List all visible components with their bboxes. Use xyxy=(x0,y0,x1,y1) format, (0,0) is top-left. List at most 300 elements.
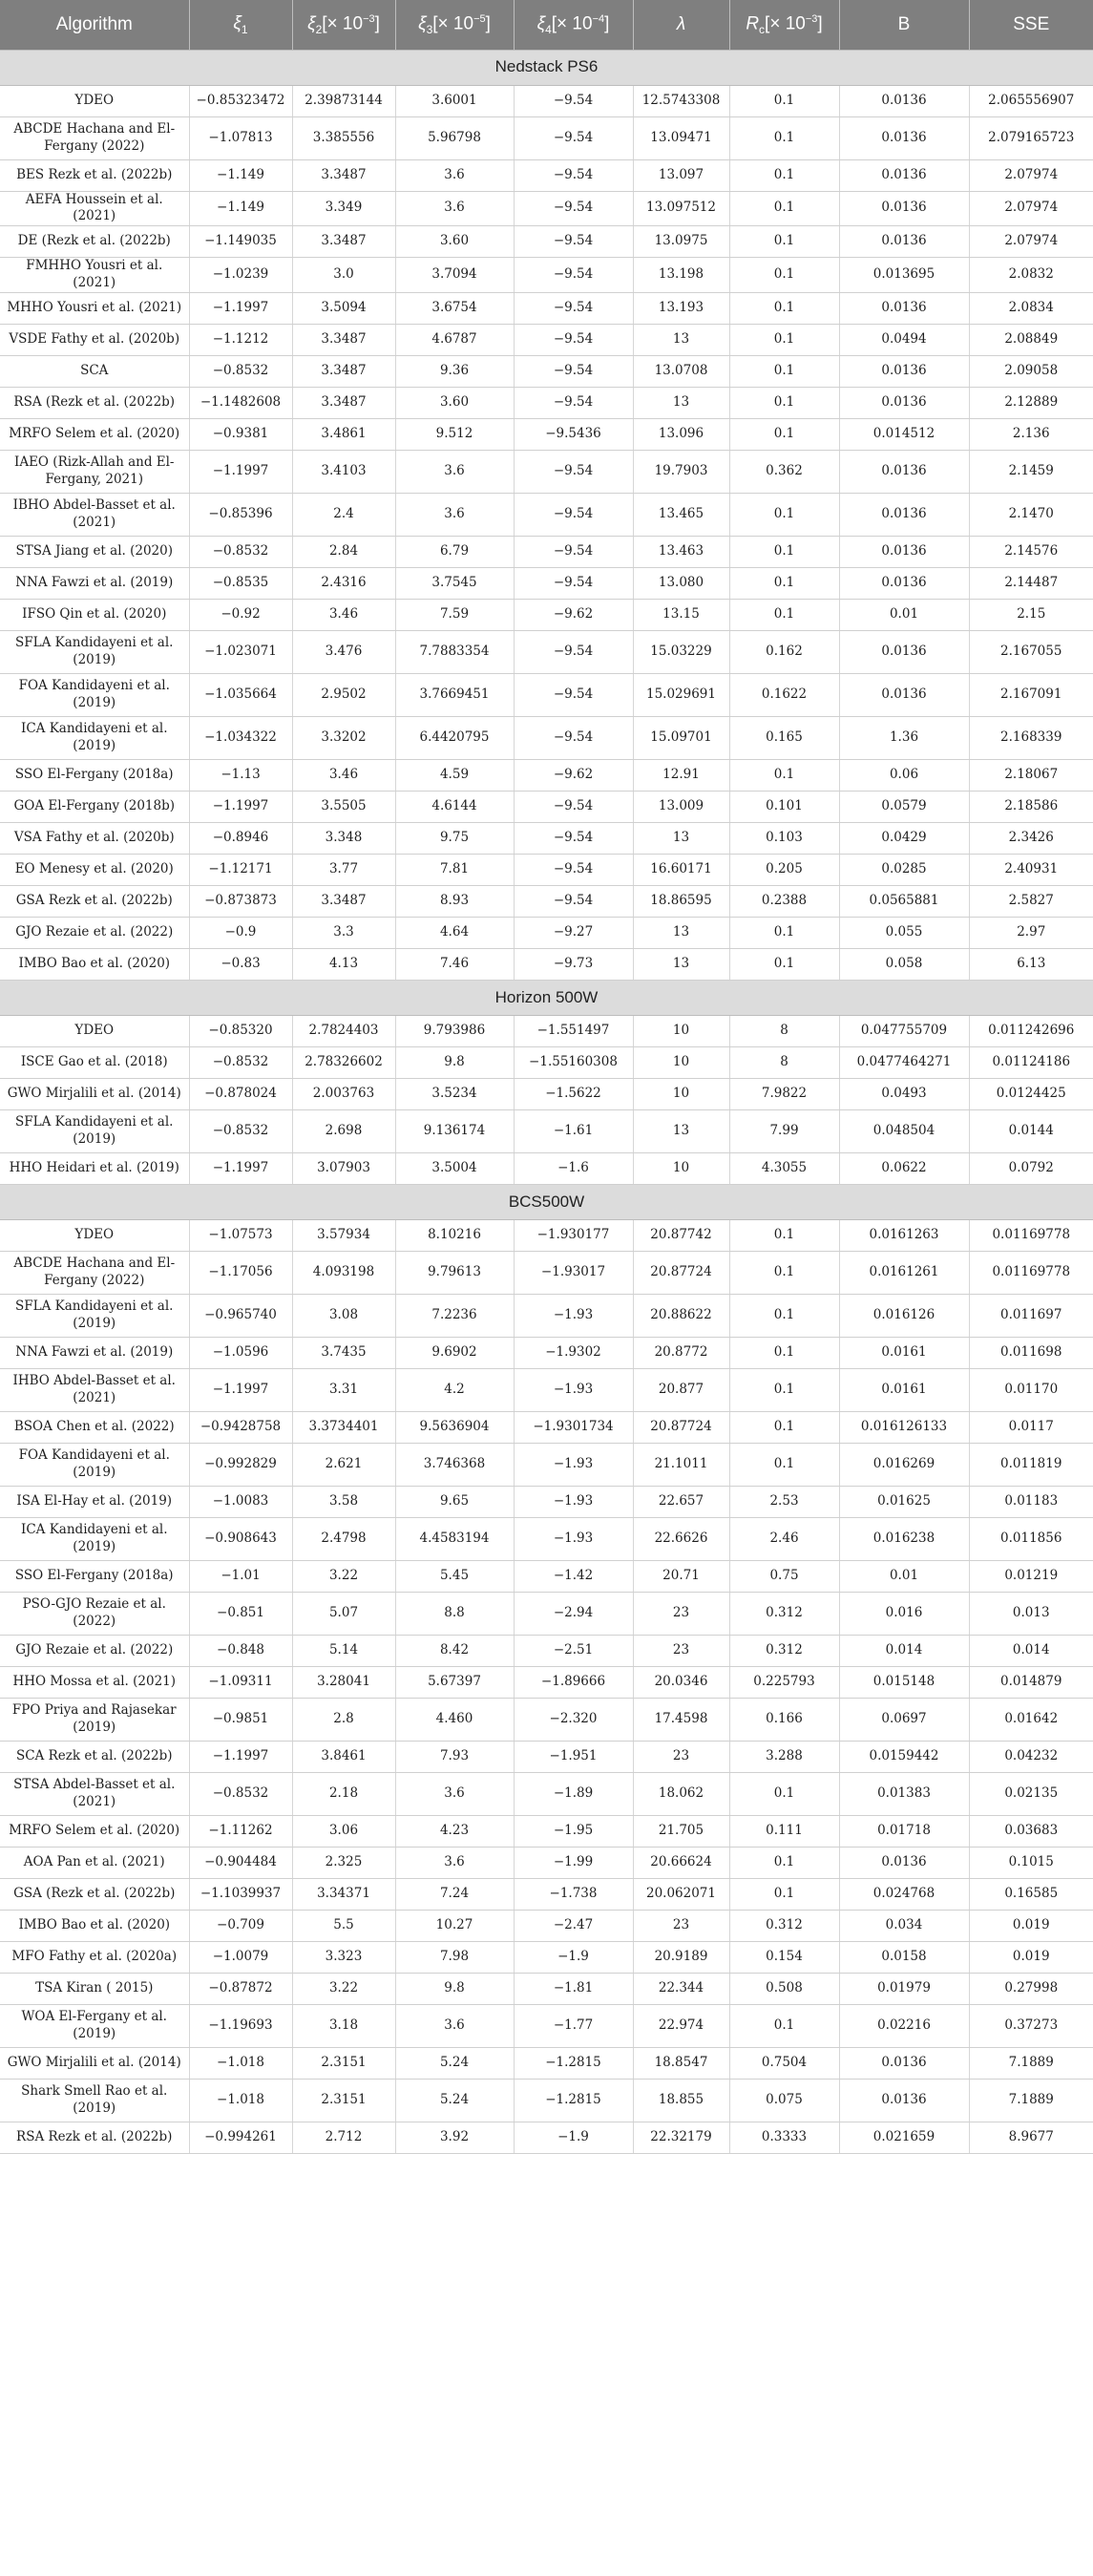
algorithm-cell: SFLA Kandidayeni et al. (2019) xyxy=(0,1109,189,1152)
value-cell: 0.1 xyxy=(729,1847,839,1878)
value-cell: 0.0136 xyxy=(839,85,969,116)
value-cell: 0.014 xyxy=(839,1635,969,1666)
value-cell: 0.01642 xyxy=(969,1698,1093,1741)
value-cell: 0.016126133 xyxy=(839,1411,969,1443)
algorithm-cell: FOA Kandidayeni et al. (2019) xyxy=(0,1443,189,1486)
value-cell: 2.39873144 xyxy=(292,85,395,116)
table-row xyxy=(0,116,1093,159)
value-cell: −9.54 xyxy=(514,387,633,418)
value-cell: 0.01124186 xyxy=(969,1046,1093,1078)
value-cell: 2.136 xyxy=(969,418,1093,450)
value-cell: 0.01 xyxy=(839,1560,969,1592)
value-cell: −1.1997 xyxy=(189,1368,292,1411)
value-cell: 2.712 xyxy=(292,2122,395,2153)
value-cell: 3.5505 xyxy=(292,791,395,822)
header-sse: SSE xyxy=(1013,13,1050,34)
value-cell: 22.6626 xyxy=(633,1517,729,1560)
value-cell: 3.31 xyxy=(292,1368,395,1411)
value-cell: 0.0136 xyxy=(839,567,969,599)
algorithm-cell: STSA Jiang et al. (2020) xyxy=(0,536,189,567)
value-cell: −1.95 xyxy=(514,1815,633,1847)
value-cell: 0.0161263 xyxy=(839,1219,969,1251)
value-cell: −1.07813 xyxy=(189,116,292,159)
value-cell: 0.37273 xyxy=(969,2004,1093,2047)
table-row xyxy=(0,599,1093,630)
value-cell: 2.698 xyxy=(292,1109,395,1152)
value-cell: 2.4316 xyxy=(292,567,395,599)
value-cell: 0.0136 xyxy=(839,493,969,536)
value-cell: 3.5234 xyxy=(395,1078,514,1109)
value-cell: 0.101 xyxy=(729,791,839,822)
value-cell: 18.062 xyxy=(633,1772,729,1815)
table-row xyxy=(0,2079,1093,2122)
value-cell: −0.8946 xyxy=(189,822,292,854)
value-cell: 0.0136 xyxy=(839,116,969,159)
value-cell: 0.01979 xyxy=(839,1973,969,2004)
value-cell: −1.93 xyxy=(514,1294,633,1337)
table-row xyxy=(0,1592,1093,1635)
algorithm-cell: ICA Kandidayeni et al. (2019) xyxy=(0,716,189,759)
header-xi1: $\xi_1$ xyxy=(189,0,292,50)
value-cell: 5.45 xyxy=(395,1560,514,1592)
value-cell: 0.01169778 xyxy=(969,1219,1093,1251)
value-cell: 0.021659 xyxy=(839,2122,969,2153)
value-cell: 3.288 xyxy=(729,1741,839,1772)
value-cell: −9.62 xyxy=(514,599,633,630)
table-row xyxy=(0,567,1093,599)
value-cell: −0.9428758 xyxy=(189,1411,292,1443)
value-cell: 3.746368 xyxy=(395,1443,514,1486)
value-cell: 18.855 xyxy=(633,2079,729,2122)
table-row xyxy=(0,1666,1093,1698)
value-cell: 17.4598 xyxy=(633,1698,729,1741)
value-cell: 0.1 xyxy=(729,1219,839,1251)
value-cell: 0.0136 xyxy=(839,2047,969,2079)
value-cell: −1.0596 xyxy=(189,1337,292,1368)
value-cell: 13 xyxy=(633,822,729,854)
value-cell: −2.320 xyxy=(514,1698,633,1741)
algorithm-cell: SSO El-Fergany (2018a) xyxy=(0,1560,189,1592)
header-xi4: $\xi_4[\times 10^{-4}]$ xyxy=(514,0,633,50)
table-row xyxy=(0,885,1093,917)
value-cell: 3.6 xyxy=(395,1847,514,1878)
value-cell: 13.15 xyxy=(633,599,729,630)
algorithm-cell: MRFO Selem et al. (2020) xyxy=(0,418,189,450)
value-cell: −9.54 xyxy=(514,159,633,191)
algorithm-cell: NNA Fawzi et al. (2019) xyxy=(0,567,189,599)
value-cell: 23 xyxy=(633,1592,729,1635)
value-cell: 3.3 xyxy=(292,917,395,948)
value-cell: 2.15 xyxy=(969,599,1093,630)
value-cell: 0.075 xyxy=(729,2079,839,2122)
algorithm-cell: IHBO Abdel-Basset et al. (2021) xyxy=(0,1368,189,1411)
value-cell: 0.1 xyxy=(729,355,839,387)
algorithm-cell: HHO Heidari et al. (2019) xyxy=(0,1152,189,1184)
value-cell: 20.9189 xyxy=(633,1941,729,1973)
value-cell: −1.11262 xyxy=(189,1815,292,1847)
table-row xyxy=(0,493,1093,536)
algorithm-cell: SSO El-Fergany (2018a) xyxy=(0,759,189,791)
value-cell: 7.46 xyxy=(395,948,514,980)
value-cell: 3.60 xyxy=(395,387,514,418)
table-row xyxy=(0,450,1093,493)
value-cell: 0.01219 xyxy=(969,1560,1093,1592)
value-cell: 4.3055 xyxy=(729,1152,839,1184)
value-cell: −0.9 xyxy=(189,917,292,948)
value-cell: 9.65 xyxy=(395,1486,514,1517)
value-cell: 3.06 xyxy=(292,1815,395,1847)
algorithm-cell: FOA Kandidayeni et al. (2019) xyxy=(0,673,189,716)
value-cell: 2.07974 xyxy=(969,226,1093,258)
value-cell: 0.0136 xyxy=(839,450,969,493)
value-cell: 2.167091 xyxy=(969,673,1093,716)
value-cell: −1.13 xyxy=(189,759,292,791)
value-cell: 2.9502 xyxy=(292,673,395,716)
value-cell: 12.91 xyxy=(633,759,729,791)
value-cell: 0.0136 xyxy=(839,536,969,567)
table-row xyxy=(0,85,1093,116)
value-cell: 0.058 xyxy=(839,948,969,980)
value-cell: −1.12171 xyxy=(189,854,292,885)
value-cell: 2.325 xyxy=(292,1847,395,1878)
value-cell: −1.034322 xyxy=(189,716,292,759)
value-cell: −0.851 xyxy=(189,1592,292,1635)
value-cell: 9.75 xyxy=(395,822,514,854)
table-row xyxy=(0,917,1093,948)
value-cell: 0.1 xyxy=(729,599,839,630)
value-cell: 8.10216 xyxy=(395,1219,514,1251)
value-cell: 0.055 xyxy=(839,917,969,948)
value-cell: 23 xyxy=(633,1741,729,1772)
value-cell: 2.07974 xyxy=(969,159,1093,191)
value-cell: 4.460 xyxy=(395,1698,514,1741)
value-cell: −9.54 xyxy=(514,822,633,854)
value-cell: 3.28041 xyxy=(292,1666,395,1698)
value-cell: 13.0975 xyxy=(633,226,729,258)
value-cell: 0.0117 xyxy=(969,1411,1093,1443)
value-cell: 0.048504 xyxy=(839,1109,969,1152)
value-cell: 3.6 xyxy=(395,159,514,191)
value-cell: 3.60 xyxy=(395,226,514,258)
value-cell: −0.87872 xyxy=(189,1973,292,2004)
value-cell: 7.7883354 xyxy=(395,630,514,673)
value-cell: 3.0 xyxy=(292,258,395,293)
table-row xyxy=(0,822,1093,854)
value-cell: 2.7824403 xyxy=(292,1015,395,1046)
table-row xyxy=(0,1772,1093,1815)
table-row xyxy=(0,536,1093,567)
value-cell: −1.018 xyxy=(189,2047,292,2079)
value-cell: −9.54 xyxy=(514,885,633,917)
value-cell: −9.54 xyxy=(514,716,633,759)
value-cell: 22.657 xyxy=(633,1486,729,1517)
value-cell: 0.0494 xyxy=(839,324,969,355)
value-cell: 0.011242696 xyxy=(969,1015,1093,1046)
value-cell: 9.5636904 xyxy=(395,1411,514,1443)
value-cell: −1.81 xyxy=(514,1973,633,2004)
value-cell: 5.07 xyxy=(292,1592,395,1635)
value-cell: −0.908643 xyxy=(189,1517,292,1560)
value-cell: 13.009 xyxy=(633,791,729,822)
value-cell: 8.9677 xyxy=(969,2122,1093,2153)
value-cell: 0.1 xyxy=(729,2004,839,2047)
value-cell: 0.0792 xyxy=(969,1152,1093,1184)
value-cell: −9.54 xyxy=(514,324,633,355)
table-row xyxy=(0,1517,1093,1560)
value-cell: 5.14 xyxy=(292,1635,395,1666)
algorithm-cell: FPO Priya and Rajasekar (2019) xyxy=(0,1698,189,1741)
value-cell: 2.18586 xyxy=(969,791,1093,822)
value-cell: 0.111 xyxy=(729,1815,839,1847)
value-cell: 3.6 xyxy=(395,191,514,226)
value-cell: 3.385556 xyxy=(292,116,395,159)
algorithm-cell: SCA Rezk et al. (2022b) xyxy=(0,1741,189,1772)
value-cell: 0.02135 xyxy=(969,1772,1093,1815)
value-cell: 16.60171 xyxy=(633,854,729,885)
value-cell: −0.994261 xyxy=(189,2122,292,2153)
value-cell: 7.24 xyxy=(395,1878,514,1910)
value-cell: 7.59 xyxy=(395,599,514,630)
value-cell: −1.61 xyxy=(514,1109,633,1152)
section-title: BCS500W xyxy=(0,1184,1093,1219)
value-cell: 3.3487 xyxy=(292,226,395,258)
algorithm-cell: AEFA Houssein et al. (2021) xyxy=(0,191,189,226)
algorithm-cell: IAEO (Rizk-Allah and El-Fergany, 2021) xyxy=(0,450,189,493)
value-cell: 2.4798 xyxy=(292,1517,395,1560)
value-cell: −0.8535 xyxy=(189,567,292,599)
algorithm-cell: VSDE Fathy et al. (2020b) xyxy=(0,324,189,355)
value-cell: −1.1997 xyxy=(189,1741,292,1772)
value-cell: 10 xyxy=(633,1078,729,1109)
algorithm-cell: MFO Fathy et al. (2020a) xyxy=(0,1941,189,1973)
value-cell: 0.0136 xyxy=(839,630,969,673)
value-cell: 0.013 xyxy=(969,1592,1093,1635)
algorithm-cell: IMBO Bao et al. (2020) xyxy=(0,1910,189,1941)
value-cell: 0.04232 xyxy=(969,1741,1093,1772)
value-cell: 9.8 xyxy=(395,1046,514,1078)
algorithm-cell: IMBO Bao et al. (2020) xyxy=(0,948,189,980)
value-cell: −9.54 xyxy=(514,854,633,885)
value-cell: −1.0239 xyxy=(189,258,292,293)
value-cell: 15.029691 xyxy=(633,673,729,716)
value-cell: −9.54 xyxy=(514,791,633,822)
value-cell: 0.0697 xyxy=(839,1698,969,1741)
value-cell: 0.0477464271 xyxy=(839,1046,969,1078)
value-cell: 0.013695 xyxy=(839,258,969,293)
value-cell: −1.738 xyxy=(514,1878,633,1910)
value-cell: −1.149 xyxy=(189,159,292,191)
value-cell: 13 xyxy=(633,1109,729,1152)
value-cell: 3.6 xyxy=(395,493,514,536)
section-row xyxy=(0,1184,1093,1219)
value-cell: 21.1011 xyxy=(633,1443,729,1486)
value-cell: 0.0136 xyxy=(839,1847,969,1878)
value-cell: 4.23 xyxy=(395,1815,514,1847)
algorithm-cell: YDEO xyxy=(0,85,189,116)
table-row xyxy=(0,759,1093,791)
value-cell: 19.7903 xyxy=(633,450,729,493)
table-row xyxy=(0,1411,1093,1443)
value-cell: 2.08849 xyxy=(969,324,1093,355)
value-cell: −1.99 xyxy=(514,1847,633,1878)
table-row xyxy=(0,1219,1093,1251)
value-cell: 0.06 xyxy=(839,759,969,791)
value-cell: 0.1 xyxy=(729,1251,839,1294)
algorithm-cell: PSO-GJO Rezaie et al. (2022) xyxy=(0,1592,189,1635)
value-cell: 3.7094 xyxy=(395,258,514,293)
header-xi3: $\xi_3[\times 10^{-5}]$ xyxy=(395,0,514,50)
value-cell: 0.016126 xyxy=(839,1294,969,1337)
value-cell: 0.0144 xyxy=(969,1109,1093,1152)
value-cell: 10 xyxy=(633,1015,729,1046)
value-cell: 0.024768 xyxy=(839,1878,969,1910)
table-row xyxy=(0,1910,1093,1941)
value-cell: 0.014512 xyxy=(839,418,969,450)
value-cell: 13.080 xyxy=(633,567,729,599)
value-cell: 20.877 xyxy=(633,1368,729,1411)
value-cell: 2.065556907 xyxy=(969,85,1093,116)
value-cell: −1.93 xyxy=(514,1443,633,1486)
value-cell: 0.1 xyxy=(729,493,839,536)
value-cell: −1.9 xyxy=(514,1941,633,1973)
algorithm-cell: NNA Fawzi et al. (2019) xyxy=(0,1337,189,1368)
table-row xyxy=(0,1815,1093,1847)
algorithm-cell: YDEO xyxy=(0,1219,189,1251)
value-cell: 2.53 xyxy=(729,1486,839,1517)
value-cell: 4.64 xyxy=(395,917,514,948)
table-row xyxy=(0,1368,1093,1411)
value-cell: 13.097512 xyxy=(633,191,729,226)
table-row xyxy=(0,2004,1093,2047)
value-cell: −9.54 xyxy=(514,673,633,716)
value-cell: −9.5436 xyxy=(514,418,633,450)
value-cell: −9.54 xyxy=(514,567,633,599)
value-cell: 20.88622 xyxy=(633,1294,729,1337)
value-cell: 0.015148 xyxy=(839,1666,969,1698)
value-cell: 13 xyxy=(633,387,729,418)
value-cell: −0.992829 xyxy=(189,1443,292,1486)
value-cell: 5.5 xyxy=(292,1910,395,1941)
algorithm-cell: ISA El-Hay et al. (2019) xyxy=(0,1486,189,1517)
value-cell: −1.1997 xyxy=(189,292,292,324)
value-cell: 9.8 xyxy=(395,1973,514,2004)
value-cell: −1.149 xyxy=(189,191,292,226)
value-cell: 9.36 xyxy=(395,355,514,387)
value-cell: −1.6 xyxy=(514,1152,633,1184)
table-row xyxy=(0,1294,1093,1337)
header-algorithm: Algorithm xyxy=(0,0,189,50)
value-cell: 15.03229 xyxy=(633,630,729,673)
value-cell: 0.7504 xyxy=(729,2047,839,2079)
algorithm-cell: ISCE Gao et al. (2018) xyxy=(0,1046,189,1078)
value-cell: 3.6 xyxy=(395,1772,514,1815)
table-row xyxy=(0,716,1093,759)
value-cell: −9.54 xyxy=(514,536,633,567)
algorithm-cell: MRFO Selem et al. (2020) xyxy=(0,1815,189,1847)
value-cell: 2.1470 xyxy=(969,493,1093,536)
value-cell: 0.011856 xyxy=(969,1517,1093,1560)
value-cell: 0.014 xyxy=(969,1635,1093,1666)
value-cell: −1.023071 xyxy=(189,630,292,673)
value-cell: −1.1997 xyxy=(189,791,292,822)
value-cell: 2.07974 xyxy=(969,191,1093,226)
value-cell: 3.57934 xyxy=(292,1219,395,1251)
value-cell: 0.0161 xyxy=(839,1368,969,1411)
value-cell: 20.0346 xyxy=(633,1666,729,1698)
algorithm-cell: GJO Rezaie et al. (2022) xyxy=(0,1635,189,1666)
value-cell: 0.1 xyxy=(729,418,839,450)
value-cell: 2.18067 xyxy=(969,759,1093,791)
value-cell: 0.225793 xyxy=(729,1666,839,1698)
value-cell: 8.8 xyxy=(395,1592,514,1635)
value-cell: 0.0565881 xyxy=(839,885,969,917)
algorithm-cell: Shark Smell Rao et al. (2019) xyxy=(0,2079,189,2122)
value-cell: −0.8532 xyxy=(189,536,292,567)
algorithm-cell: ICA Kandidayeni et al. (2019) xyxy=(0,1517,189,1560)
value-cell: 21.705 xyxy=(633,1815,729,1847)
value-cell: 3.46 xyxy=(292,599,395,630)
table-row xyxy=(0,159,1093,191)
value-cell: 7.1889 xyxy=(969,2079,1093,2122)
value-cell: 3.7545 xyxy=(395,567,514,599)
value-cell: 0.27998 xyxy=(969,1973,1093,2004)
value-cell: 0.0161 xyxy=(839,1337,969,1368)
value-cell: −9.62 xyxy=(514,759,633,791)
table-row xyxy=(0,1443,1093,1486)
value-cell: 13 xyxy=(633,324,729,355)
value-cell: −2.47 xyxy=(514,1910,633,1941)
value-cell: −0.85323472 xyxy=(189,85,292,116)
value-cell: 2.84 xyxy=(292,536,395,567)
algorithm-cell: GOA El-Fergany (2018b) xyxy=(0,791,189,822)
value-cell: −1.93 xyxy=(514,1517,633,1560)
value-cell: 5.96798 xyxy=(395,116,514,159)
value-cell: 0.1 xyxy=(729,1443,839,1486)
table-row xyxy=(0,191,1093,226)
table-row xyxy=(0,1015,1093,1046)
value-cell: 3.3487 xyxy=(292,387,395,418)
value-cell: −9.54 xyxy=(514,450,633,493)
value-cell: 0.312 xyxy=(729,1592,839,1635)
value-cell: −9.54 xyxy=(514,191,633,226)
value-cell: 0.047755709 xyxy=(839,1015,969,1046)
table-body xyxy=(0,50,1093,2153)
value-cell: 0.1015 xyxy=(969,1847,1093,1878)
value-cell: −1.93 xyxy=(514,1486,633,1517)
value-cell: −1.1212 xyxy=(189,324,292,355)
value-cell: 9.79613 xyxy=(395,1251,514,1294)
value-cell: 0.0136 xyxy=(839,2079,969,2122)
value-cell: −0.8532 xyxy=(189,355,292,387)
table-row xyxy=(0,1109,1093,1152)
value-cell: 2.4 xyxy=(292,493,395,536)
value-cell: 7.98 xyxy=(395,1941,514,1973)
table-row xyxy=(0,1560,1093,1592)
value-cell: 3.34371 xyxy=(292,1878,395,1910)
value-cell: 0.03683 xyxy=(969,1815,1093,1847)
value-cell: 0.0429 xyxy=(839,822,969,854)
value-cell: −0.904484 xyxy=(189,1847,292,1878)
value-cell: 3.7669451 xyxy=(395,673,514,716)
value-cell: 3.476 xyxy=(292,630,395,673)
value-cell: 0.205 xyxy=(729,854,839,885)
algorithm-cell: GWO Mirjalili et al. (2014) xyxy=(0,1078,189,1109)
value-cell: 20.87742 xyxy=(633,1219,729,1251)
value-cell: 3.46 xyxy=(292,759,395,791)
value-cell: 4.2 xyxy=(395,1368,514,1411)
value-cell: 2.1459 xyxy=(969,450,1093,493)
value-cell: −1.93 xyxy=(514,1368,633,1411)
